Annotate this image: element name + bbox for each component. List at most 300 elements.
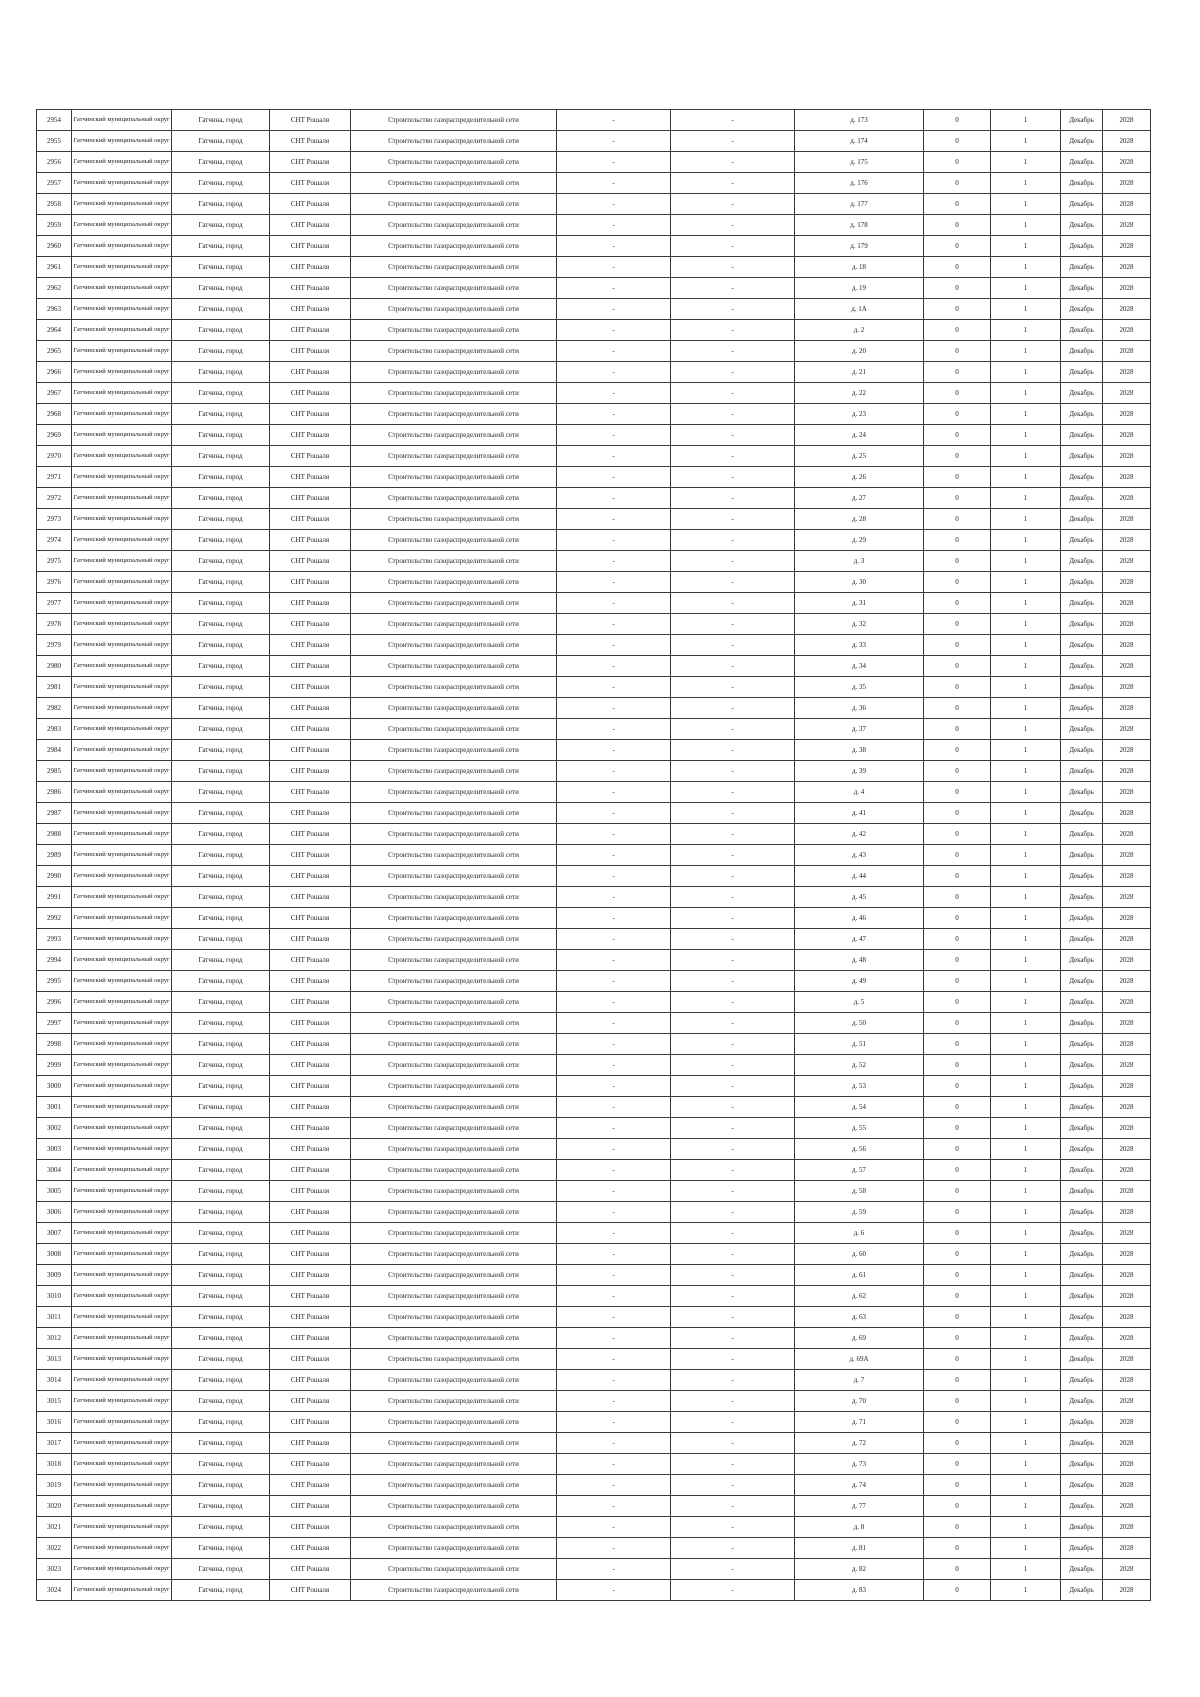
district-cell: Гатчинский муниципальный округ [72,194,172,215]
year-cell: 2028 [1103,698,1151,719]
street-cell: СНТ Рошаля [270,1202,351,1223]
month-cell: Декабрь [1061,950,1103,971]
zero-value-cell: 0 [924,950,991,971]
month-cell: Декабрь [1061,992,1103,1013]
work-type-cell: Строительство газораспределительной сети [351,1517,557,1538]
street-cell: СНТ Рошаля [270,236,351,257]
table-row [37,173,1151,194]
row-number-cell: 3024 [37,1580,72,1601]
month-cell: Декабрь [1061,719,1103,740]
table-row [37,677,1151,698]
dash-cell: - [557,446,671,467]
count-cell: 1 [991,341,1061,362]
month-cell: Декабрь [1061,488,1103,509]
dash-cell: - [557,1034,671,1055]
zero-value-cell: 0 [924,761,991,782]
settlement-cell: Гатчина, город [172,362,270,383]
zero-value-cell: 0 [924,1349,991,1370]
zero-value-cell: 0 [924,131,991,152]
street-cell: СНТ Рошаля [270,362,351,383]
dash-cell: - [557,1265,671,1286]
year-cell: 2028 [1103,656,1151,677]
month-cell: Декабрь [1061,425,1103,446]
row-number-cell: 2970 [37,446,72,467]
work-type-cell: Строительство газораспределительной сети [351,635,557,656]
settlement-cell: Гатчина, город [172,341,270,362]
street-cell: СНТ Рошаля [270,404,351,425]
district-cell: Гатчинский муниципальный округ [72,1181,172,1202]
year-cell: 2028 [1103,236,1151,257]
year-cell: 2028 [1103,1538,1151,1559]
work-type-cell: Строительство газораспределительной сети [351,1412,557,1433]
count-cell: 1 [991,1244,1061,1265]
year-cell: 2028 [1103,299,1151,320]
settlement-cell: Гатчина, город [172,950,270,971]
count-cell: 1 [991,1370,1061,1391]
dash-cell: - [557,1223,671,1244]
year-cell: 2028 [1103,1433,1151,1454]
count-cell: 1 [991,593,1061,614]
street-cell: СНТ Рошаля [270,1013,351,1034]
work-type-cell: Строительство газораспределительной сети [351,929,557,950]
district-cell: Гатчинский муниципальный округ [72,719,172,740]
house-number-cell: д. 74 [795,1475,924,1496]
district-cell: Гатчинский муниципальный округ [72,593,172,614]
settlement-cell: Гатчина, город [172,1034,270,1055]
dash-cell: - [557,719,671,740]
dash-cell: - [557,656,671,677]
table-row [37,215,1151,236]
dash-cell: - [671,1097,795,1118]
month-cell: Декабрь [1061,1580,1103,1601]
year-cell: 2028 [1103,740,1151,761]
district-cell: Гатчинский муниципальный округ [72,1076,172,1097]
house-number-cell: д. 7 [795,1370,924,1391]
street-cell: СНТ Рошаля [270,1265,351,1286]
dash-cell: - [557,1202,671,1223]
street-cell: СНТ Рошаля [270,299,351,320]
street-cell: СНТ Рошаля [270,320,351,341]
street-cell: СНТ Рошаля [270,887,351,908]
street-cell: СНТ Рошаля [270,110,351,131]
work-type-cell: Строительство газораспределительной сети [351,971,557,992]
street-cell: СНТ Рошаля [270,1139,351,1160]
count-cell: 1 [991,299,1061,320]
dash-cell: - [671,1391,795,1412]
zero-value-cell: 0 [924,1538,991,1559]
house-number-cell: д. 20 [795,341,924,362]
month-cell: Декабрь [1061,635,1103,656]
count-cell: 1 [991,530,1061,551]
dash-cell: - [671,1475,795,1496]
year-cell: 2028 [1103,1496,1151,1517]
zero-value-cell: 0 [924,782,991,803]
row-number-cell: 2986 [37,782,72,803]
table-row [37,929,1151,950]
year-cell: 2028 [1103,1139,1151,1160]
street-cell: СНТ Рошаля [270,1328,351,1349]
house-number-cell: д. 36 [795,698,924,719]
street-cell: СНТ Рошаля [270,614,351,635]
count-cell: 1 [991,719,1061,740]
district-cell: Гатчинский муниципальный округ [72,887,172,908]
work-type-cell: Строительство газораспределительной сети [351,1328,557,1349]
month-cell: Декабрь [1061,1013,1103,1034]
table-row [37,341,1151,362]
house-number-cell: д. 63 [795,1307,924,1328]
year-cell: 2028 [1103,845,1151,866]
row-number-cell: 3019 [37,1475,72,1496]
month-cell: Декабрь [1061,1076,1103,1097]
table-row [37,656,1151,677]
row-number-cell: 2996 [37,992,72,1013]
dash-cell: - [557,173,671,194]
year-cell: 2028 [1103,1370,1151,1391]
dash-cell: - [671,1559,795,1580]
month-cell: Декабрь [1061,1412,1103,1433]
count-cell: 1 [991,404,1061,425]
dash-cell: - [671,635,795,656]
table-row [37,131,1151,152]
dash-cell: - [671,1139,795,1160]
month-cell: Декабрь [1061,1538,1103,1559]
district-cell: Гатчинский муниципальный округ [72,152,172,173]
dash-cell: - [671,1181,795,1202]
row-number-cell: 2962 [37,278,72,299]
district-cell: Гатчинский муниципальный округ [72,488,172,509]
zero-value-cell: 0 [924,236,991,257]
work-type-cell: Строительство газораспределительной сети [351,173,557,194]
district-cell: Гатчинский муниципальный округ [72,1559,172,1580]
district-cell: Гатчинский муниципальный округ [72,698,172,719]
count-cell: 1 [991,1475,1061,1496]
work-type-cell: Строительство газораспределительной сети [351,131,557,152]
settlement-cell: Гатчина, город [172,110,270,131]
year-cell: 2028 [1103,110,1151,131]
district-cell: Гатчинский муниципальный округ [72,110,172,131]
row-number-cell: 2993 [37,929,72,950]
zero-value-cell: 0 [924,1475,991,1496]
zero-value-cell: 0 [924,152,991,173]
zero-value-cell: 0 [924,1139,991,1160]
settlement-cell: Гатчина, город [172,1538,270,1559]
settlement-cell: Гатчина, город [172,572,270,593]
settlement-cell: Гатчина, город [172,824,270,845]
settlement-cell: Гатчина, город [172,1517,270,1538]
district-cell: Гатчинский муниципальный округ [72,1202,172,1223]
table-row [37,1412,1151,1433]
dash-cell: - [557,467,671,488]
work-type-cell: Строительство газораспределительной сети [351,866,557,887]
year-cell: 2028 [1103,887,1151,908]
settlement-cell: Гатчина, город [172,194,270,215]
work-type-cell: Строительство газораспределительной сети [351,1097,557,1118]
dash-cell: - [671,677,795,698]
dash-cell: - [671,1496,795,1517]
work-type-cell: Строительство газораспределительной сети [351,1265,557,1286]
row-number-cell: 3017 [37,1433,72,1454]
settlement-cell: Гатчина, город [172,866,270,887]
row-number-cell: 2989 [37,845,72,866]
dash-cell: - [557,593,671,614]
dash-cell: - [671,362,795,383]
table-row [37,1454,1151,1475]
month-cell: Декабрь [1061,572,1103,593]
district-cell: Гатчинский муниципальный округ [72,866,172,887]
street-cell: СНТ Рошаля [270,950,351,971]
settlement-cell: Гатчина, город [172,782,270,803]
district-cell: Гатчинский муниципальный округ [72,1118,172,1139]
row-number-cell: 2961 [37,257,72,278]
row-number-cell: 2995 [37,971,72,992]
work-type-cell: Строительство газораспределительной сети [351,383,557,404]
year-cell: 2028 [1103,1244,1151,1265]
count-cell: 1 [991,362,1061,383]
zero-value-cell: 0 [924,1265,991,1286]
district-cell: Гатчинский муниципальный округ [72,404,172,425]
district-cell: Гатчинский муниципальный округ [72,1286,172,1307]
settlement-cell: Гатчина, город [172,1181,270,1202]
house-number-cell: д. 37 [795,719,924,740]
work-type-cell: Строительство газораспределительной сети [351,908,557,929]
table-row [37,1244,1151,1265]
district-cell: Гатчинский муниципальный округ [72,1433,172,1454]
zero-value-cell: 0 [924,1391,991,1412]
dash-cell: - [557,509,671,530]
row-number-cell: 2980 [37,656,72,677]
month-cell: Декабрь [1061,299,1103,320]
house-number-cell: д. 5 [795,992,924,1013]
house-number-cell: д. 54 [795,1097,924,1118]
house-number-cell: д. 39 [795,761,924,782]
month-cell: Декабрь [1061,1202,1103,1223]
house-number-cell: д. 61 [795,1265,924,1286]
work-type-cell: Строительство газораспределительной сети [351,1454,557,1475]
count-cell: 1 [991,236,1061,257]
row-number-cell: 3021 [37,1517,72,1538]
dash-cell: - [671,929,795,950]
house-number-cell: д. 82 [795,1559,924,1580]
dash-cell: - [557,404,671,425]
district-cell: Гатчинский муниципальный округ [72,1538,172,1559]
dash-cell: - [671,320,795,341]
work-type-cell: Строительство газораспределительной сети [351,1160,557,1181]
row-number-cell: 2954 [37,110,72,131]
dash-cell: - [557,152,671,173]
settlement-cell: Гатчина, город [172,257,270,278]
row-number-cell: 3014 [37,1370,72,1391]
settlement-cell: Гатчина, город [172,908,270,929]
street-cell: СНТ Рошаля [270,593,351,614]
district-cell: Гатчинский муниципальный округ [72,1265,172,1286]
year-cell: 2028 [1103,1202,1151,1223]
house-number-cell: д. 30 [795,572,924,593]
zero-value-cell: 0 [924,992,991,1013]
district-cell: Гатчинский муниципальный округ [72,1328,172,1349]
year-cell: 2028 [1103,173,1151,194]
street-cell: СНТ Рошаля [270,1412,351,1433]
month-cell: Декабрь [1061,152,1103,173]
work-type-cell: Строительство газораспределительной сети [351,572,557,593]
house-number-cell: д. 69А [795,1349,924,1370]
work-type-cell: Строительство газораспределительной сети [351,152,557,173]
district-cell: Гатчинский муниципальный округ [72,572,172,593]
house-number-cell: д. 26 [795,467,924,488]
dash-cell: - [671,131,795,152]
month-cell: Декабрь [1061,131,1103,152]
house-number-cell: д. 18 [795,257,924,278]
table-row [37,1223,1151,1244]
zero-value-cell: 0 [924,1244,991,1265]
year-cell: 2028 [1103,467,1151,488]
dash-cell: - [557,1475,671,1496]
year-cell: 2028 [1103,1181,1151,1202]
year-cell: 2028 [1103,929,1151,950]
street-cell: СНТ Рошаля [270,1160,351,1181]
house-number-cell: д. 47 [795,929,924,950]
row-number-cell: 2994 [37,950,72,971]
house-number-cell: д. 29 [795,530,924,551]
year-cell: 2028 [1103,1517,1151,1538]
year-cell: 2028 [1103,509,1151,530]
zero-value-cell: 0 [924,320,991,341]
zero-value-cell: 0 [924,1433,991,1454]
settlement-cell: Гатчина, город [172,1265,270,1286]
work-type-cell: Строительство газораспределительной сети [351,1286,557,1307]
settlement-cell: Гатчина, город [172,1412,270,1433]
year-cell: 2028 [1103,215,1151,236]
year-cell: 2028 [1103,1349,1151,1370]
settlement-cell: Гатчина, город [172,677,270,698]
district-cell: Гатчинский муниципальный округ [72,929,172,950]
month-cell: Декабрь [1061,194,1103,215]
row-number-cell: 2991 [37,887,72,908]
dash-cell: - [557,908,671,929]
row-number-cell: 2965 [37,341,72,362]
settlement-cell: Гатчина, город [172,1475,270,1496]
settlement-cell: Гатчина, город [172,1370,270,1391]
work-type-cell: Строительство газораспределительной сети [351,488,557,509]
house-number-cell: д. 60 [795,1244,924,1265]
year-cell: 2028 [1103,257,1151,278]
dash-cell: - [557,1244,671,1265]
work-type-cell: Строительство газораспределительной сети [351,782,557,803]
district-cell: Гатчинский муниципальный округ [72,173,172,194]
row-number-cell: 2978 [37,614,72,635]
work-type-cell: Строительство газораспределительной сети [351,1202,557,1223]
year-cell: 2028 [1103,320,1151,341]
house-number-cell: д. 27 [795,488,924,509]
row-number-cell: 2956 [37,152,72,173]
street-cell: СНТ Рошаля [270,1391,351,1412]
district-cell: Гатчинский муниципальный округ [72,635,172,656]
street-cell: СНТ Рошаля [270,1433,351,1454]
zero-value-cell: 0 [924,887,991,908]
table-row [37,383,1151,404]
dash-cell: - [557,1412,671,1433]
dash-cell: - [671,1286,795,1307]
settlement-cell: Гатчина, город [172,1307,270,1328]
dash-cell: - [557,299,671,320]
settlement-cell: Гатчина, город [172,740,270,761]
dash-cell: - [671,278,795,299]
count-cell: 1 [991,1538,1061,1559]
row-number-cell: 3018 [37,1454,72,1475]
count-cell: 1 [991,1433,1061,1454]
table-row [37,1391,1151,1412]
count-cell: 1 [991,1517,1061,1538]
zero-value-cell: 0 [924,488,991,509]
zero-value-cell: 0 [924,1202,991,1223]
settlement-cell: Гатчина, город [172,467,270,488]
year-cell: 2028 [1103,1391,1151,1412]
house-number-cell: д. 72 [795,1433,924,1454]
zero-value-cell: 0 [924,1412,991,1433]
row-number-cell: 2972 [37,488,72,509]
dash-cell: - [671,803,795,824]
street-cell: СНТ Рошаля [270,446,351,467]
table-row [37,1286,1151,1307]
street-cell: СНТ Рошаля [270,929,351,950]
row-number-cell: 3004 [37,1160,72,1181]
house-number-cell: д. 24 [795,425,924,446]
table-row [37,614,1151,635]
district-cell: Гатчинский муниципальный округ [72,1391,172,1412]
year-cell: 2028 [1103,1223,1151,1244]
street-cell: СНТ Рошаля [270,992,351,1013]
house-number-cell: д. 179 [795,236,924,257]
zero-value-cell: 0 [924,1118,991,1139]
zero-value-cell: 0 [924,1223,991,1244]
row-number-cell: 3015 [37,1391,72,1412]
dash-cell: - [671,425,795,446]
count-cell: 1 [991,971,1061,992]
table-row [37,1202,1151,1223]
dash-cell: - [671,404,795,425]
count-cell: 1 [991,1076,1061,1097]
district-cell: Гатчинский муниципальный округ [72,1097,172,1118]
work-type-cell: Строительство газораспределительной сети [351,845,557,866]
settlement-cell: Гатчина, город [172,1349,270,1370]
dash-cell: - [557,1391,671,1412]
zero-value-cell: 0 [924,1307,991,1328]
month-cell: Декабрь [1061,530,1103,551]
row-number-cell: 3023 [37,1559,72,1580]
row-number-cell: 2985 [37,761,72,782]
count-cell: 1 [991,1223,1061,1244]
row-number-cell: 3003 [37,1139,72,1160]
district-cell: Гатчинский муниципальный округ [72,761,172,782]
zero-value-cell: 0 [924,593,991,614]
count-cell: 1 [991,992,1061,1013]
year-cell: 2028 [1103,761,1151,782]
work-type-cell: Строительство газораспределительной сети [351,1076,557,1097]
row-number-cell: 2969 [37,425,72,446]
count-cell: 1 [991,1265,1061,1286]
table-row [37,1580,1151,1601]
settlement-cell: Гатчина, город [172,1559,270,1580]
table-row [37,761,1151,782]
settlement-cell: Гатчина, город [172,719,270,740]
settlement-cell: Гатчина, город [172,299,270,320]
district-cell: Гатчинский муниципальный округ [72,1223,172,1244]
settlement-cell: Гатчина, город [172,1139,270,1160]
month-cell: Декабрь [1061,110,1103,131]
month-cell: Декабрь [1061,656,1103,677]
house-number-cell: д. 35 [795,677,924,698]
district-cell: Гатчинский муниципальный округ [72,278,172,299]
count-cell: 1 [991,551,1061,572]
